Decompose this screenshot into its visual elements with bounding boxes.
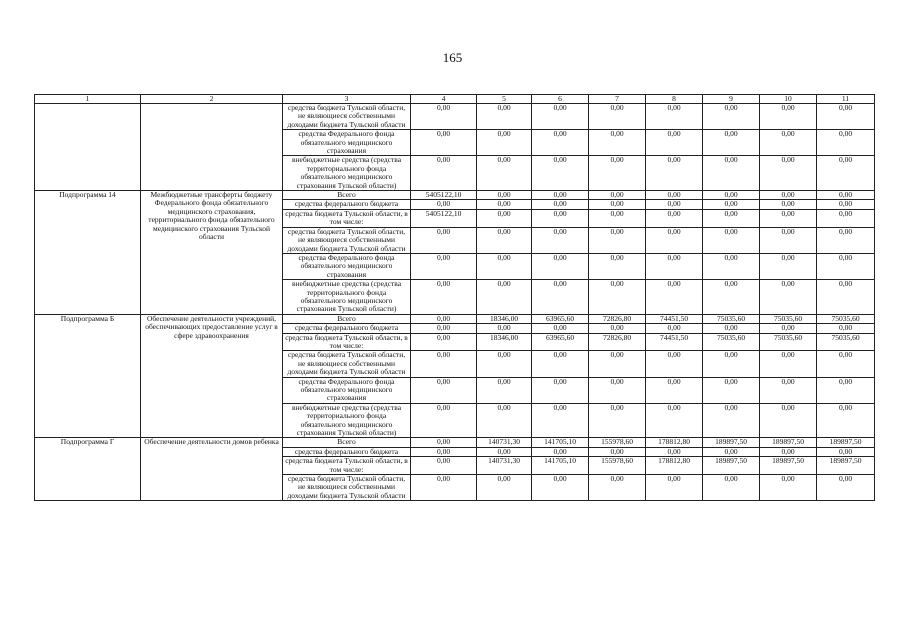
amount-cell: 189897,50 (817, 438, 875, 447)
amount-cell: 0,00 (411, 475, 477, 501)
amount-cell: 140731,30 (477, 438, 532, 447)
subprogram-label: Подпрограмма Г (35, 438, 141, 501)
amount-cell: 0,00 (532, 209, 589, 227)
amount-cell: 0,00 (532, 104, 589, 130)
amount-cell: 0,00 (646, 253, 703, 279)
amount-cell: 0,00 (760, 377, 817, 403)
amount-cell: 0,00 (532, 475, 589, 501)
amount-cell: 0,00 (703, 209, 760, 227)
amount-cell: 0,00 (760, 280, 817, 315)
amount-cell: 0,00 (703, 191, 760, 200)
amount-cell: 0,00 (532, 130, 589, 156)
amount-cell: 0,00 (477, 324, 532, 333)
amount-cell: 0,00 (411, 130, 477, 156)
amount-cell: 72826,80 (589, 314, 646, 323)
amount-cell: 0,00 (532, 200, 589, 209)
amount-cell: 0,00 (532, 324, 589, 333)
column-header: 5 (477, 95, 532, 104)
amount-cell: 155978,60 (589, 457, 646, 475)
amount-cell: 0,00 (760, 227, 817, 253)
amount-cell: 0,00 (532, 156, 589, 191)
amount-cell: 0,00 (589, 280, 646, 315)
amount-cell: 0,00 (589, 447, 646, 456)
amount-cell: 0,00 (477, 130, 532, 156)
column-header: 2 (141, 95, 283, 104)
amount-cell: 0,00 (411, 200, 477, 209)
column-header: 10 (760, 95, 817, 104)
amount-cell: 0,00 (703, 200, 760, 209)
amount-cell: 0,00 (703, 324, 760, 333)
amount-cell: 0,00 (589, 227, 646, 253)
funding-source: внебюджетные средства (средства территориального фонда обязательного медицинского страхования Тульской области) (283, 156, 411, 191)
amount-cell: 0,00 (411, 104, 477, 130)
amount-cell: 155978,60 (589, 438, 646, 447)
column-header: 4 (411, 95, 477, 104)
amount-cell: 0,00 (646, 156, 703, 191)
table-row (35, 438, 875, 447)
amount-cell: 0,00 (532, 403, 589, 438)
amount-cell: 0,00 (589, 130, 646, 156)
amount-cell: 0,00 (760, 209, 817, 227)
amount-cell: 0,00 (646, 403, 703, 438)
table-row (35, 104, 875, 130)
amount-cell: 5405122,10 (411, 209, 477, 227)
funding-source: средства бюджета Тульской области, не являющиеся собственными доходами бюджета Тульской области (283, 351, 411, 377)
amount-cell: 0,00 (411, 253, 477, 279)
amount-cell: 0,00 (646, 351, 703, 377)
funding-source: средства федерального бюджета (283, 324, 411, 333)
amount-cell: 0,00 (646, 130, 703, 156)
amount-cell: 0,00 (703, 403, 760, 438)
amount-cell: 141705,10 (532, 438, 589, 447)
amount-cell: 189897,50 (760, 457, 817, 475)
amount-cell: 0,00 (703, 156, 760, 191)
funding-source: средства Федерального фонда обязательного медицинского страхования (283, 130, 411, 156)
amount-cell: 0,00 (703, 130, 760, 156)
amount-cell: 0,00 (646, 447, 703, 456)
funding-source: средства бюджета Тульской области, не являющиеся собственными доходами бюджета Тульской области (283, 227, 411, 253)
amount-cell: 0,00 (817, 130, 875, 156)
amount-cell: 0,00 (703, 377, 760, 403)
amount-cell: 0,00 (589, 377, 646, 403)
amount-cell: 0,00 (532, 253, 589, 279)
amount-cell: 0,00 (646, 280, 703, 315)
amount-cell: 0,00 (589, 475, 646, 501)
amount-cell: 0,00 (817, 351, 875, 377)
column-header: 8 (646, 95, 703, 104)
amount-cell: 75035,60 (760, 333, 817, 351)
amount-cell: 0,00 (477, 200, 532, 209)
funding-source: средства бюджета Тульской области, в том числе: (283, 333, 411, 351)
amount-cell: 0,00 (760, 191, 817, 200)
header-row (35, 95, 875, 104)
amount-cell: 0,00 (760, 130, 817, 156)
amount-cell: 0,00 (532, 191, 589, 200)
table-row (35, 314, 875, 323)
amount-cell: 0,00 (411, 403, 477, 438)
amount-cell: 189897,50 (703, 438, 760, 447)
amount-cell: 0,00 (532, 377, 589, 403)
amount-cell: 0,00 (817, 209, 875, 227)
amount-cell: 0,00 (760, 475, 817, 501)
amount-cell: 0,00 (817, 227, 875, 253)
amount-cell: 0,00 (760, 351, 817, 377)
amount-cell: 0,00 (817, 253, 875, 279)
amount-cell: 18346,00 (477, 314, 532, 323)
amount-cell: 189897,50 (817, 457, 875, 475)
amount-cell: 0,00 (411, 280, 477, 315)
funding-source: средства бюджета Тульской области, не являющиеся собственными доходами бюджета Тульской области (283, 475, 411, 501)
column-header: 1 (35, 95, 141, 104)
amount-cell: 75035,60 (703, 314, 760, 323)
amount-cell: 75035,60 (817, 314, 875, 323)
amount-cell: 140731,30 (477, 457, 532, 475)
amount-cell: 0,00 (703, 280, 760, 315)
amount-cell: 0,00 (477, 351, 532, 377)
amount-cell: 0,00 (532, 280, 589, 315)
amount-cell: 0,00 (589, 403, 646, 438)
amount-cell: 0,00 (477, 447, 532, 456)
amount-cell: 0,00 (477, 209, 532, 227)
amount-cell: 0,00 (532, 227, 589, 253)
funding-source: внебюджетные средства (средства территориального фонда обязательного медицинского страхования Тульской области) (283, 280, 411, 315)
amount-cell: 0,00 (411, 351, 477, 377)
amount-cell: 0,00 (817, 447, 875, 456)
table-body (35, 104, 875, 501)
subprogram-title: Обеспечение деятельности учреждений, обеспечивающих предоставление услуг в сфере здравоохранения (141, 314, 283, 438)
amount-cell: 0,00 (411, 457, 477, 475)
funding-source: средства бюджета Тульской области, в том числе: (283, 457, 411, 475)
budget-table (34, 94, 875, 501)
amount-cell: 0,00 (477, 104, 532, 130)
amount-cell: 189897,50 (703, 457, 760, 475)
amount-cell: 0,00 (646, 209, 703, 227)
funding-source: Всего (283, 191, 411, 200)
amount-cell: 0,00 (817, 280, 875, 315)
amount-cell: 0,00 (646, 227, 703, 253)
amount-cell: 189897,50 (760, 438, 817, 447)
amount-cell: 178812,80 (646, 457, 703, 475)
amount-cell: 0,00 (477, 227, 532, 253)
amount-cell: 0,00 (760, 200, 817, 209)
amount-cell: 0,00 (411, 438, 477, 447)
amount-cell: 5405122,10 (411, 191, 477, 200)
amount-cell: 0,00 (703, 253, 760, 279)
amount-cell: 0,00 (817, 191, 875, 200)
column-header: 6 (532, 95, 589, 104)
amount-cell: 0,00 (646, 475, 703, 501)
column-header: 9 (703, 95, 760, 104)
column-header: 3 (283, 95, 411, 104)
amount-cell: 0,00 (411, 377, 477, 403)
amount-cell: 0,00 (760, 324, 817, 333)
amount-cell: 0,00 (646, 200, 703, 209)
funding-source: Всего (283, 438, 411, 447)
amount-cell: 0,00 (703, 104, 760, 130)
amount-cell: 0,00 (477, 403, 532, 438)
amount-cell: 178812,80 (646, 438, 703, 447)
amount-cell: 0,00 (760, 156, 817, 191)
page-number: 165 (442, 50, 463, 65)
subprogram-title: Межбюджетные трансферты бюджету Федерального фонда обязательного медицинского страхования, территориального фонда обязательного медицинского страхования Тульской области (141, 191, 283, 315)
amount-cell: 0,00 (760, 403, 817, 438)
funding-source: средства федерального бюджета (283, 447, 411, 456)
amount-cell: 0,00 (532, 447, 589, 456)
amount-cell: 0,00 (477, 156, 532, 191)
amount-cell: 0,00 (477, 475, 532, 501)
amount-cell: 0,00 (589, 200, 646, 209)
amount-cell: 18346,00 (477, 333, 532, 351)
funding-source: внебюджетные средства (средства территориального фонда обязательного медицинского страхования Тульской области) (283, 403, 411, 438)
amount-cell: 0,00 (411, 447, 477, 456)
amount-cell: 0,00 (411, 227, 477, 253)
amount-cell: 0,00 (589, 253, 646, 279)
funding-source: средства федерального бюджета (283, 200, 411, 209)
amount-cell: 0,00 (703, 447, 760, 456)
amount-cell: 0,00 (817, 403, 875, 438)
amount-cell: 0,00 (411, 324, 477, 333)
amount-cell: 0,00 (589, 209, 646, 227)
amount-cell: 0,00 (589, 351, 646, 377)
amount-cell: 63965,60 (532, 333, 589, 351)
amount-cell: 0,00 (411, 314, 477, 323)
amount-cell: 0,00 (646, 324, 703, 333)
amount-cell: 0,00 (477, 377, 532, 403)
subprogram-title (141, 104, 283, 191)
amount-cell: 75035,60 (817, 333, 875, 351)
amount-cell: 0,00 (703, 475, 760, 501)
amount-cell: 72826,80 (589, 333, 646, 351)
funding-source: Всего (283, 314, 411, 323)
amount-cell: 0,00 (411, 333, 477, 351)
column-header: 11 (817, 95, 875, 104)
subprogram-label: Подпрограмма 14 (35, 191, 141, 315)
subprogram-label (35, 104, 141, 191)
column-header: 7 (589, 95, 646, 104)
funding-source: средства Федерального фонда обязательного медицинского страхования (283, 377, 411, 403)
amount-cell: 75035,60 (703, 333, 760, 351)
amount-cell: 0,00 (589, 191, 646, 200)
amount-cell: 0,00 (817, 324, 875, 333)
subprogram-title: Обеспечение деятельности домов ребенка (141, 438, 283, 501)
amount-cell: 0,00 (589, 104, 646, 130)
funding-source: средства Федерального фонда обязательного медицинского страхования (283, 253, 411, 279)
amount-cell: 0,00 (646, 191, 703, 200)
amount-cell: 0,00 (760, 447, 817, 456)
amount-cell: 0,00 (760, 104, 817, 130)
amount-cell: 0,00 (477, 253, 532, 279)
table-row (35, 191, 875, 200)
amount-cell: 74451,50 (646, 333, 703, 351)
amount-cell: 141705,10 (532, 457, 589, 475)
amount-cell: 0,00 (589, 324, 646, 333)
amount-cell: 0,00 (817, 200, 875, 209)
amount-cell: 0,00 (477, 191, 532, 200)
funding-source: средства бюджета Тульской области, не являющиеся собственными доходами бюджета Тульской области (283, 104, 411, 130)
funding-source: средства бюджета Тульской области, в том числе: (283, 209, 411, 227)
amount-cell: 0,00 (817, 377, 875, 403)
amount-cell: 75035,60 (760, 314, 817, 323)
subprogram-label: Подпрограмма Б (35, 314, 141, 438)
amount-cell: 0,00 (760, 253, 817, 279)
amount-cell: 0,00 (646, 104, 703, 130)
amount-cell: 0,00 (703, 351, 760, 377)
amount-cell: 0,00 (411, 156, 477, 191)
amount-cell: 0,00 (532, 351, 589, 377)
amount-cell: 0,00 (817, 475, 875, 501)
amount-cell: 0,00 (589, 156, 646, 191)
amount-cell: 0,00 (817, 104, 875, 130)
amount-cell: 0,00 (817, 156, 875, 191)
amount-cell: 74451,50 (646, 314, 703, 323)
amount-cell: 0,00 (477, 280, 532, 315)
amount-cell: 63965,60 (532, 314, 589, 323)
amount-cell: 0,00 (703, 227, 760, 253)
amount-cell: 0,00 (646, 377, 703, 403)
